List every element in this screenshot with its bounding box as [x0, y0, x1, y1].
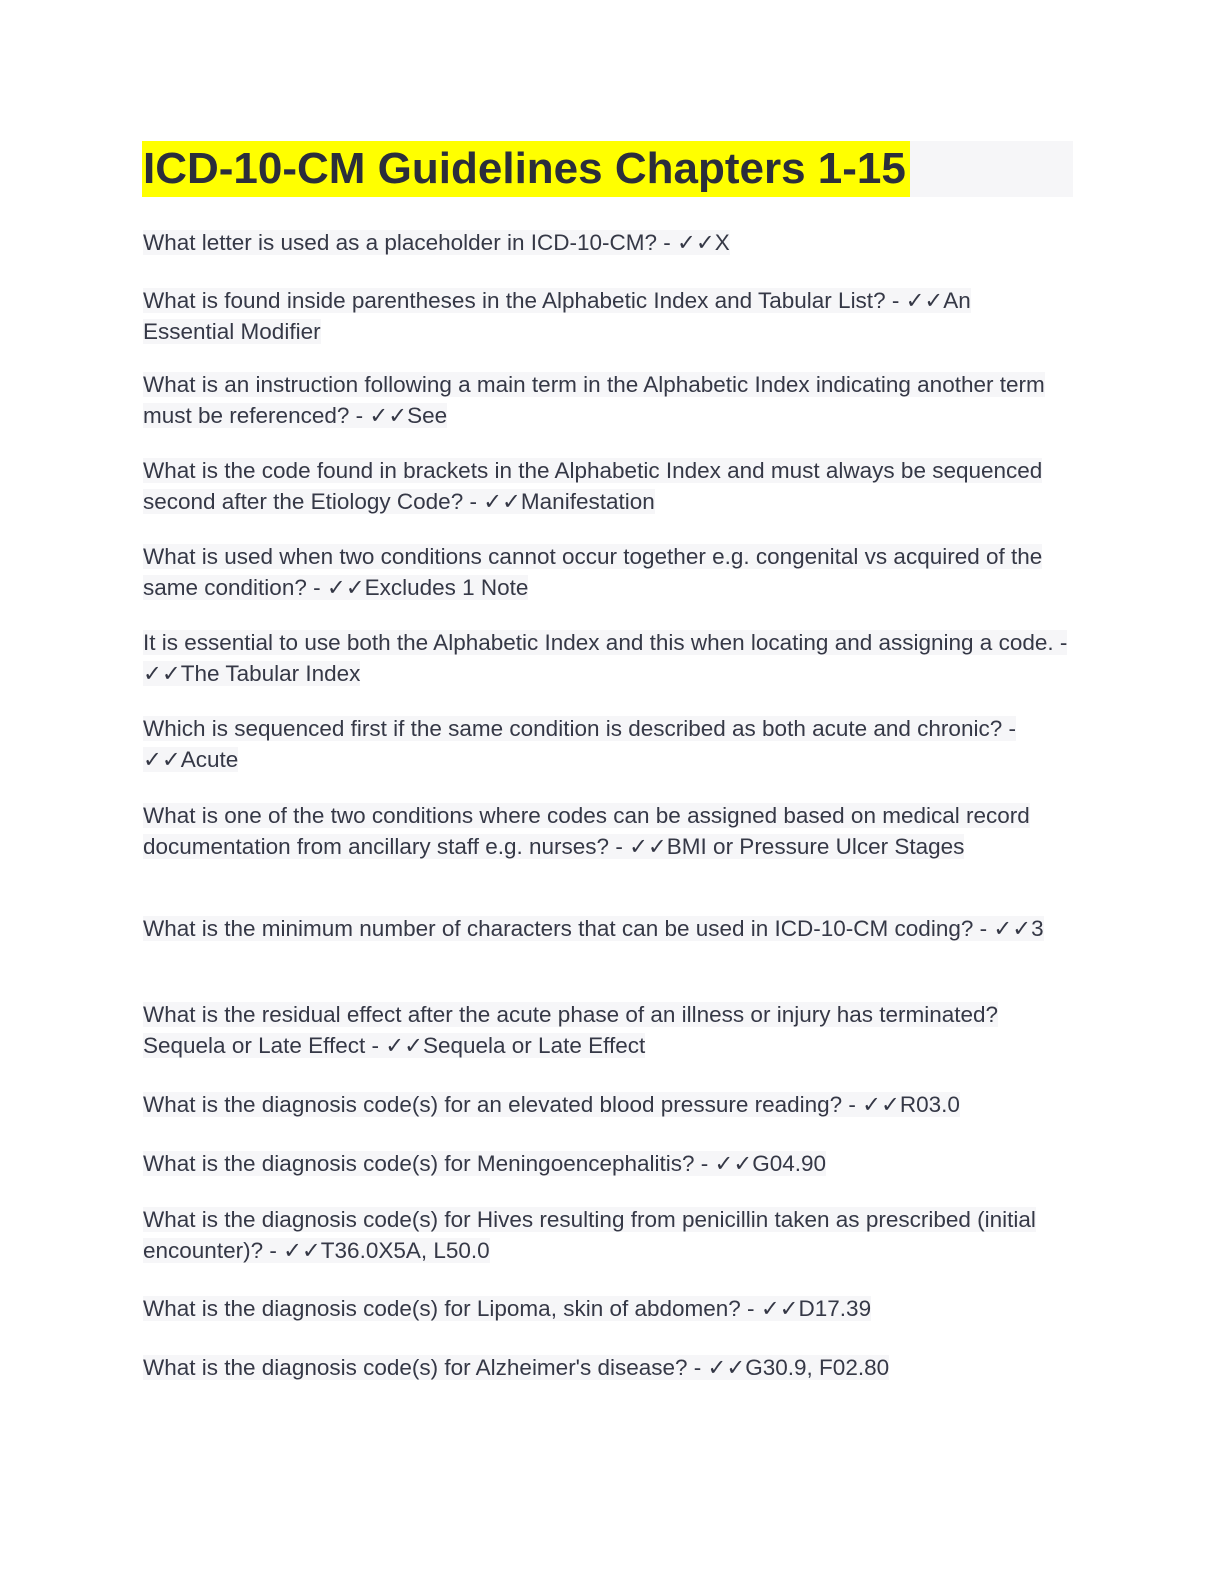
- qa-question: What is the diagnosis code(s) for Lipoma, skin of abdomen? -: [143, 1296, 761, 1321]
- qa-item: [143, 285, 1068, 347]
- qa-item: [143, 713, 1068, 775]
- qa-answer: The Tabular Index: [180, 661, 361, 686]
- qa-question: What is the code found in brackets in the Alphabetic Index and must always be sequenced second after the Etiology Code? -: [143, 458, 1043, 514]
- check-icon: ✓✓: [385, 1033, 423, 1058]
- qa-answer: Sequela or Late Effect: [422, 1033, 646, 1058]
- check-icon: ✓✓: [862, 1092, 900, 1117]
- qa-answer: G04.90: [752, 1151, 827, 1176]
- check-icon: ✓✓: [326, 575, 365, 600]
- qa-answer: See: [407, 403, 448, 428]
- qa-question: What is the minimum number of characters that can be used in ICD-10-CM coding? -: [143, 916, 994, 941]
- qa-item: [143, 227, 1068, 258]
- check-icon: ✓✓: [760, 1296, 799, 1321]
- qa-answer: Excludes 1 Note: [364, 575, 529, 600]
- check-icon: ✓✓: [707, 1355, 746, 1380]
- qa-item: [143, 627, 1068, 689]
- check-icon: ✓✓: [676, 230, 715, 255]
- qa-item: [143, 455, 1068, 517]
- qa-item: [143, 1293, 1068, 1324]
- qa-question: What is the residual effect after the acute phase of an illness or injury has terminated? Sequela or Late Effect -: [143, 1002, 999, 1058]
- qa-answer: Acute: [180, 747, 239, 772]
- qa-item: [143, 1204, 1068, 1266]
- qa-question: What is the diagnosis code(s) for an elevated blood pressure reading? -: [143, 1092, 863, 1117]
- qa-item: [143, 369, 1068, 431]
- qa-answer: An Essential Modifier: [143, 288, 971, 344]
- qa-question: What is used when two conditions cannot occur together e.g. congenital vs acquired of the same condition? -: [143, 544, 1043, 600]
- qa-question: What letter is used as a placeholder in ICD-10-CM? -: [143, 230, 677, 255]
- document-title: ICD-10-CM Guidelines Chapters 1-15: [142, 141, 910, 197]
- check-icon: ✓✓: [283, 1238, 321, 1263]
- qa-answer: G30.9, F02.80: [745, 1355, 890, 1380]
- qa-answer: 3: [1031, 916, 1044, 941]
- qa-answer: T36.0X5A, L50.0: [320, 1238, 490, 1263]
- qa-item: [143, 541, 1068, 603]
- qa-answer: D17.39: [798, 1296, 872, 1321]
- qa-question: It is essential to use both the Alphabetic Index and this when locating and assigning a code. -: [143, 630, 1068, 655]
- qa-question: What is the diagnosis code(s) for Hives resulting from penicillin taken as prescribed (initial encounter)? -: [143, 1207, 1036, 1263]
- qa-item: [143, 1352, 1068, 1383]
- qa-answer: R03.0: [899, 1092, 960, 1117]
- qa-question: Which is sequenced first if the same condition is described as both acute and chronic? -: [143, 716, 1016, 741]
- check-icon: ✓✓: [714, 1151, 753, 1176]
- qa-answer: BMI or Pressure Ulcer Stages: [666, 834, 965, 859]
- qa-question: What is found inside parentheses in the Alphabetic Index and Tabular List? -: [143, 288, 906, 313]
- qa-item: [143, 1148, 1068, 1179]
- qa-item: [143, 999, 1068, 1061]
- qa-question: What is the diagnosis code(s) for Meningoencephalitis? -: [143, 1151, 715, 1176]
- qa-question: What is one of the two conditions where codes can be assigned based on medical record documentation from ancillary staff e.g. nurses? -: [143, 803, 1030, 859]
- qa-question: What is an instruction following a main term in the Alphabetic Index indicating another term must be referenced? -: [143, 372, 1045, 428]
- qa-answer: X: [714, 230, 730, 255]
- check-icon: ✓✓: [905, 288, 944, 313]
- qa-question: What is the diagnosis code(s) for Alzheimer's disease? -: [143, 1355, 708, 1380]
- check-icon: ✓✓: [483, 489, 521, 514]
- qa-item: [143, 1089, 1068, 1120]
- qa-answer: Manifestation: [520, 489, 655, 514]
- check-icon: ✓✓: [993, 916, 1032, 941]
- check-icon: ✓✓: [143, 747, 181, 772]
- check-icon: ✓✓: [369, 403, 408, 428]
- check-icon: ✓✓: [629, 834, 667, 859]
- qa-item: [143, 913, 1068, 944]
- check-icon: ✓✓: [143, 661, 181, 686]
- qa-item: [143, 800, 1068, 862]
